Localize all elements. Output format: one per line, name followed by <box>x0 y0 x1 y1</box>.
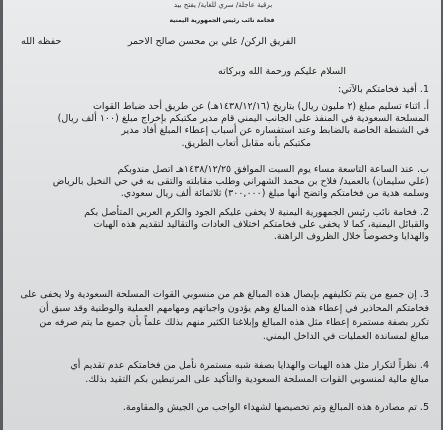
honorific: حفظه الله <box>21 36 62 47</box>
intro-line: 1. أفيد فخامتكم بالآتي: <box>338 84 429 95</box>
paragraph-line: 2. فخامة نائب رئيس الجمهورية اليمنية لا يخفى عليكم الجود والكرم العربي المتأصل بكم <box>84 207 429 218</box>
paragraph-line: أ. اثناء تسليم مبلغ (٢ مليون ريال) بتاريخ (١٤٣٨/١٢/١٦هـ) عن طريق أحد ضباط القوات <box>92 101 429 112</box>
paragraph-line: 5. تم مصادرة هذه المبالغ وتم تخصيصها لشهداء الواجب من الجيش والمقاومة. <box>122 402 429 413</box>
paragraph-line: والهدايا وخصوصاً خلال الظروف الراهنة. <box>273 231 429 242</box>
paragraph-line: مبالغ لمساندة العمليات في الداخل اليمني. <box>262 331 429 342</box>
letter-document <box>3 0 441 430</box>
paragraph-line: مكتبكم بأنه مقابل أتعاب الطريق. <box>181 138 311 149</box>
addressee: الفريق الركن/ علي بن محسن صالح الاحمر <box>127 36 296 47</box>
classification-stamp: برقية عاجلة/ سري للغاية/ يفتح بيد <box>173 1 273 9</box>
paragraph-line: مبالغ مالية لمنسوبي القوات المسلحة السعودية والتأكيد على المرتبطين بكم التقيد بذلك. <box>85 374 429 385</box>
paragraph-line: فخامتكم المحاذير في إعطاء هذه المبالغ وهم يؤدون واجباتهم ومهامهم العملية والوطنية وقد سبق أن <box>39 303 429 314</box>
paragraph-line: المسلحة السعودية في المنفذ على الجانب اليمني قام مدير مكتبكم بإخراج مبلغ (١٠٠ ألف ريال) <box>57 113 429 124</box>
paragraph-line: 3. إن جميع من يتم تكليفهم بإيصال هذه المبالغ هم من منسوبي القوات المسلحة السعودية ولا يخفى على <box>20 289 429 300</box>
paragraph-line: (علي سليمان) بالعميد/ فلاح بن محمد الشهراني وطلب مقابلته والتقى به في حي النخيل بالرياض <box>52 176 429 187</box>
letter-title: فخامة نائب رئيس الجمهورية اليمنية <box>169 17 275 24</box>
paragraph-line: في الشنطة الخاصة بالضابط وعند استفساره عن أسباب إعطاء المبلغ أفاد مدير <box>121 125 429 136</box>
paragraph-line: تكرر بصفة مستمرة إعطاء مثل هذه المبالغ وإبلاغنا الكثير منهم بذلك علماً بأن جميع ما يتم صرفه من <box>39 317 429 328</box>
paragraph-line: وسلمه هدية من فخامتكم واتضح أنها مبلغ (٣٠٠,٠٠٠) ثلاثمائة ألف ريال سعودي. <box>120 188 429 199</box>
paragraph-line: والقبائل اليمنية، كما لا يخفى على فخامتكم اختلاف العادات والتقاليد لتقديم هذه الهبات <box>93 219 429 230</box>
paragraph-line: ب. عند الساعة التاسعة مساء يوم السبت الموافق ١٤٣٨/١٢/٢٥هـ اتصل مندوبكم <box>117 164 429 175</box>
greeting: السلام عليكم ورحمة الله وبركاته <box>218 66 346 77</box>
paragraph-line: 4. نظراً لتكرار مثل هذه الهبات والهدايا بصفة شبه مستمرة نأمل من فخامتكم عدم تقديم أي <box>70 360 429 371</box>
